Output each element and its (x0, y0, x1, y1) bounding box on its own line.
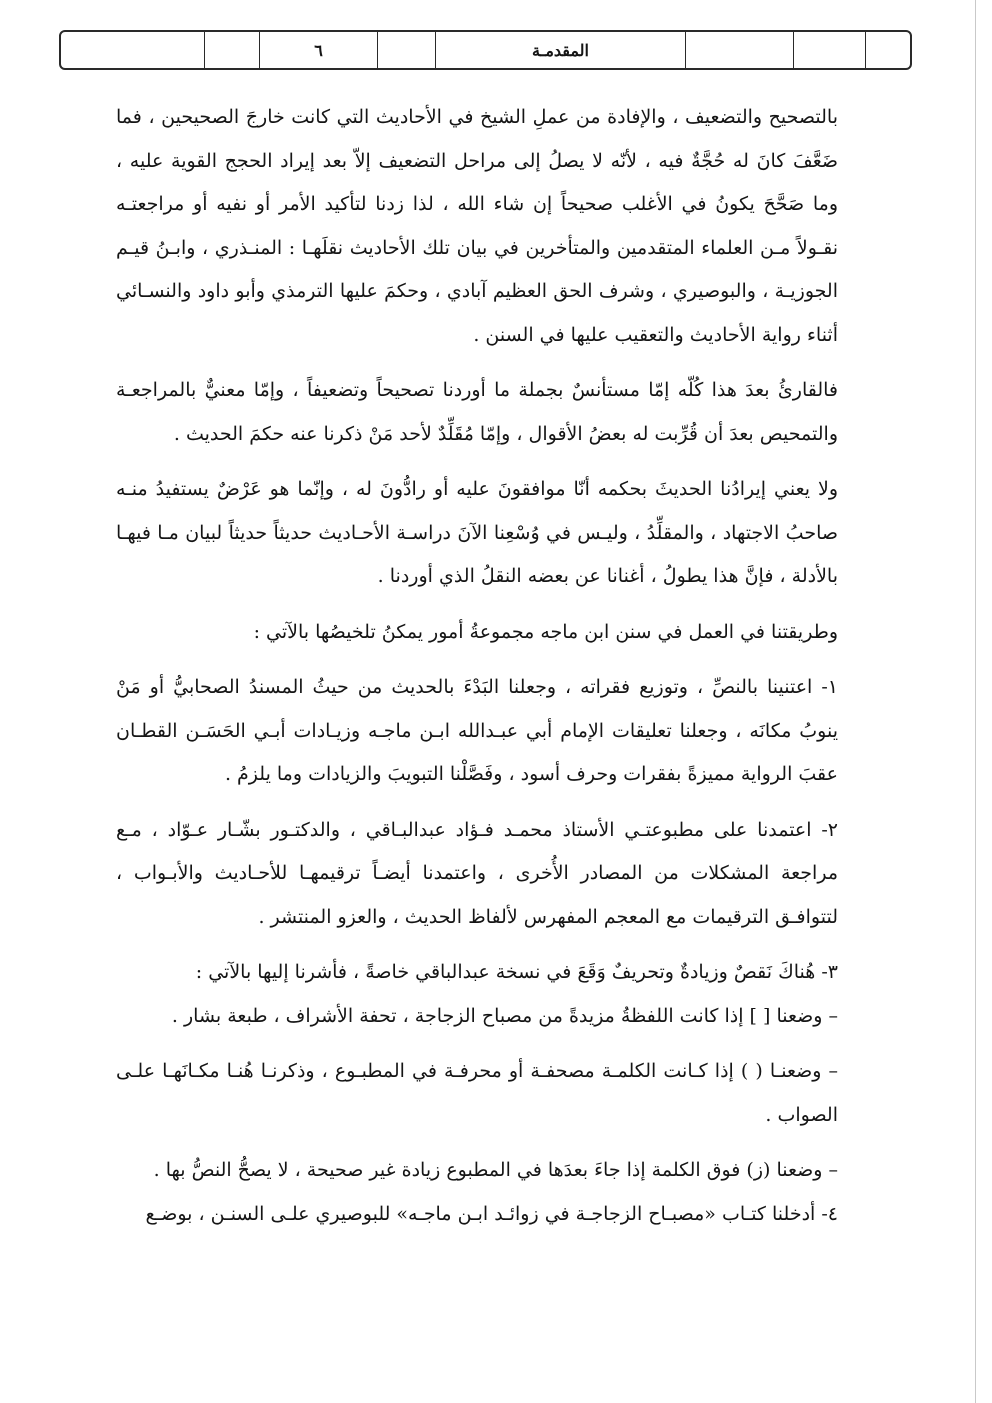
header-cell (685, 32, 793, 68)
list-item-2: ٢- اعتمدنا على مطبوعتـي الأستاذ محمـد فـؤاد عبدالبـاقي ، والدكتـور بشّـار عـوّاد ، مـع مراجعة المشكلات من المصادر الأُخرى ، واعتمدنا أيضـاً ترقيمهـا للأحـاديث والأبـواب ، لتتوافـق الترقيمات مع المعجم المفهرس لألفاظ الحديث ، والعزو المنتشر . (116, 818, 838, 928)
list-item-1: ١- اعتنينا بالنصِّ ، وتوزيع فقراته ، وجعلنا البَدْءَ بالحديث من حيثُ المسندُ الصحابيُّ أو مَنْ ينوبُ مكانَه ، وجعلنا تعليقات الإمام أبي عبـدالله ابـن ماجـه وزيـادات أبـي الحَسَـن القطـان عقبَ الرواية مميزةً بفقرات وحرف أسود ، وفَصَّلْنا التبويبَ والزيادات وما يلزمُ . (116, 676, 838, 785)
sub-item-brackets: – وضعنا [ ] إذا كانت اللفظةُ مزيدةً من مصباح الزجاجة ، تحفة الأشراف ، طبعة بشار . (171, 1004, 838, 1027)
paragraph-reader: فالقارئُ بعدَ هذا كُلّه إمّا مستأنسٌ بجملة ما أوردنا تصحيحاً وتضعيفاً ، وإمّا معنيٌّ بالمراجعـة والتمحيص بعدَ أن قُرِّبت له بعضُ الأقوال ، وإمّا مُقَلِّدٌ لأحد مَنْ ذكرنا عنه حكمَ الحديث . (116, 379, 839, 445)
page-header (59, 30, 912, 70)
header-title: المقدمـة (435, 32, 685, 68)
header-cell (377, 32, 435, 68)
list-item-3: ٣- هُناكَ نَقصٌ وزيادةٌ وتحريفٌ وَقَعَ في نسخة عبدالباقي خاصةً ، فأشرنا إليها بالآتي : (195, 961, 838, 983)
header-cell (204, 32, 259, 68)
sub-item-parentheses: – وضعنـا ( ) إذا كـانت الكلمـة مصحفـة أو محرفـة في المطبـوع ، وذكرنـا هُنـا مكـانَهـا علـى الصواب . (116, 1060, 838, 1126)
paragraph-intro-continuation: بالتصحيح والتضعيف ، والإفادة من عملِ الشيخ في الأحاديث التي كانت خارجَ الصحيحين ، فما ضَعَّفَ كانَ له حُجَّةٌ فيه ، لأنّه لا يصلُ إلى مراحل التضعيف إلاّ بعد إيراد الحجج القوية عليه ، وما صَحَّحَ يكونُ في الأغلب صحيحاً إن شاء الله ، لذا زدنا لتأكيد الأمر أو نفيه أو مراجعتـه نقـولاً مـن العلماء المتقدمين والمتأخرين في بيان تلك الأحاديث نقلَهـا : المنـذري ، وابـنُ قيـم الجوزيـة ، والبوصيري ، وشرف الحق العظيم آبادي ، وحكمَ عليها الترمذي وأبو داود والنسـائي أثناء رواية الأحاديث والتعقيب عليها في السنن . (116, 106, 838, 346)
header-cell (865, 32, 910, 68)
page-number: ٦ (259, 32, 377, 68)
paragraph-method-intro: وطريقتنا في العمل في سنن ابن ماجه مجموعةُ أمور يمكنُ تلخيصُها بالآتي : (253, 620, 838, 643)
sub-item-zay: – وضعنا (ز) فوق الكلمة إذا جاءَ بعدَها في المطبوع زيادة غير صحيحة ، لا يصحُّ النصُّ بها . (153, 1159, 838, 1181)
header-cell (61, 32, 204, 68)
paragraph-citation-purpose: ولا يعني إيرادُنا الحديثَ بحكمه أنّا موافقونَ عليه أو رادُّونَ له ، وإنّما هو عَرْضٌ يستفيدُ منـه صاحبُ الاجتهاد ، والمقلِّدُ ، وليـس في وُسْعِنا الآنَ دراسـة الأحـاديث حديثاً حديثاً لبيان مـا فيهـا بالأدلة ، فإنَّ هذا يطولُ ، أغنانا عن بعضه النقلُ الذي أوردنا . (116, 478, 838, 587)
body-text (116, 96, 838, 1236)
list-item-4: ٤- أدخلنا كتـاب «مصبـاح الزجاجـة في زوائـد ابـن ماجـه» للبوصيري علـى السنـن ، بوضـع (145, 1202, 838, 1225)
header-cell (793, 32, 865, 68)
scan-edge-line (975, 0, 976, 1403)
